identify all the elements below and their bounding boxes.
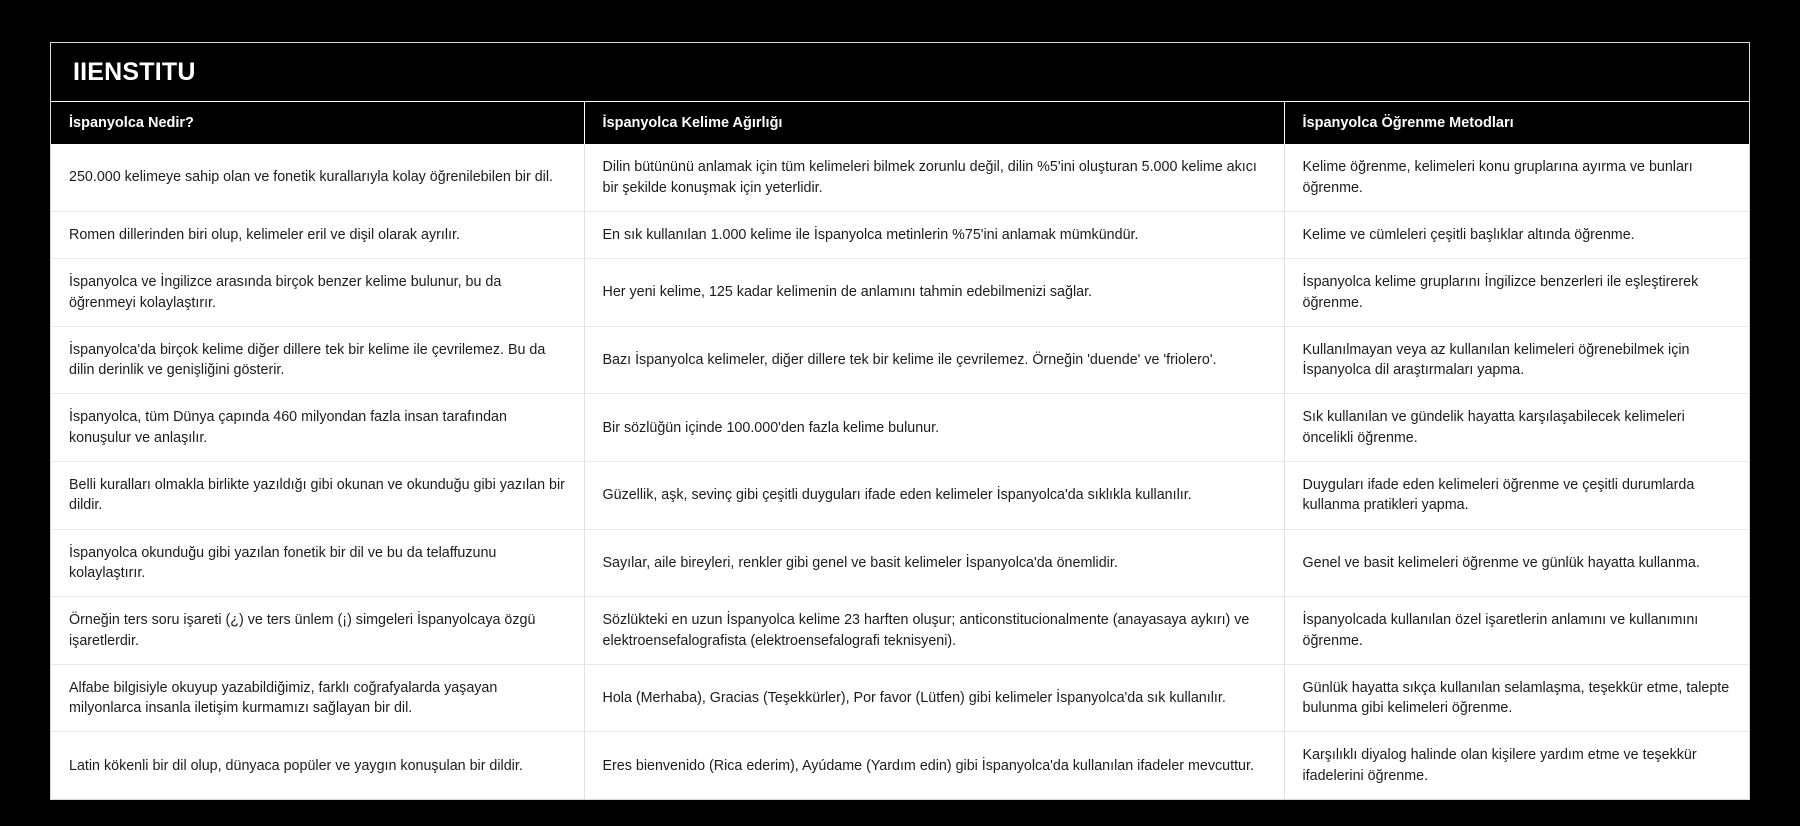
table-cell: Alfabe bilgisiyle okuyup yazabildiğimiz, farklı coğrafyalarda yaşayan milyonlarca insanla iletişim kurmamızı sağlayan bir dil. bbox=[51, 664, 584, 732]
column-header-learning-methods: İspanyolca Öğrenme Metodları bbox=[1284, 102, 1749, 145]
table-row bbox=[51, 394, 1749, 462]
table-cell: Dilin bütününü anlamak için tüm kelimeleri bilmek zorunlu değil, dilin %5'ini oluşturan 5.000 kelime akıcı bir şekilde konuşmak için yeterlidir. bbox=[584, 144, 1284, 211]
table-cell: En sık kullanılan 1.000 kelime ile İspanyolca metinlerin %75'ini anlamak mümkündür. bbox=[584, 211, 1284, 258]
table-cell: Güzellik, aşk, sevinç gibi çeşitli duyguları ifade eden kelimeler İspanyolca'da sıklıkla kullanılır. bbox=[584, 462, 1284, 530]
table-cell: Hola (Merhaba), Gracias (Teşekkürler), Por favor (Lütfen) gibi kelimeler İspanyolca'da sık kullanılır. bbox=[584, 664, 1284, 732]
table-cell: Bazı İspanyolca kelimeler, diğer dillere tek bir kelime ile çevrilemez. Örneğin 'duende' ve 'friolero'. bbox=[584, 326, 1284, 394]
table-cell: İspanyolcada kullanılan özel işaretlerin anlamını ve kullanımını öğrenme. bbox=[1284, 597, 1749, 665]
table-cell: Kelime ve cümleleri çeşitli başlıklar altında öğrenme. bbox=[1284, 211, 1749, 258]
table-row bbox=[51, 597, 1749, 665]
table-cell: Örneğin ters soru işareti (¿) ve ters ünlem (¡) simgeleri İspanyolcaya özgü işaretlerdir. bbox=[51, 597, 584, 665]
table-cell: Kelime öğrenme, kelimeleri konu gruplarına ayırma ve bunları öğrenme. bbox=[1284, 144, 1749, 211]
table-cell: Sık kullanılan ve gündelik hayatta karşılaşabilecek kelimeleri öncelikli öğrenme. bbox=[1284, 394, 1749, 462]
column-header-what-is-spanish: İspanyolca Nedir? bbox=[51, 102, 584, 145]
table-cell: Kullanılmayan veya az kullanılan kelimeleri öğrenebilmek için İspanyolca dil araştırmaları yapma. bbox=[1284, 326, 1749, 394]
infographic-card bbox=[50, 42, 1750, 800]
table-cell: Her yeni kelime, 125 kadar kelimenin de anlamını tahmin edebilmenizi sağlar. bbox=[584, 259, 1284, 327]
table-row bbox=[51, 664, 1749, 732]
table-cell: Sayılar, aile bireyleri, renkler gibi genel ve basit kelimeler İspanyolca'da önemlidir. bbox=[584, 529, 1284, 597]
table-row bbox=[51, 144, 1749, 211]
table-header-row bbox=[51, 102, 1749, 145]
table-row bbox=[51, 326, 1749, 394]
brand-title: IIENSTITU bbox=[73, 58, 196, 86]
table-cell: 250.000 kelimeye sahip olan ve fonetik kurallarıyla kolay öğrenilebilen bir dil. bbox=[51, 144, 584, 211]
table-cell: İspanyolca okunduğu gibi yazılan fonetik bir dil ve bu da telaffuzunu kolaylaştırır. bbox=[51, 529, 584, 597]
table-cell: Belli kuralları olmakla birlikte yazıldığı gibi okunan ve okunduğu gibi yazılan bir dildir. bbox=[51, 462, 584, 530]
table-cell: Günlük hayatta sıkça kullanılan selamlaşma, teşekkür etme, talepte bulunma gibi kelimeleri öğrenme. bbox=[1284, 664, 1749, 732]
table-cell: Duyguları ifade eden kelimeleri öğrenme ve çeşitli durumlarda kullanma pratikleri yapma. bbox=[1284, 462, 1749, 530]
brand-bar bbox=[51, 43, 1749, 102]
table-row bbox=[51, 259, 1749, 327]
table-body bbox=[51, 144, 1749, 799]
table-row bbox=[51, 462, 1749, 530]
table-cell: İspanyolca kelime gruplarını İngilizce benzerleri ile eşleştirerek öğrenme. bbox=[1284, 259, 1749, 327]
table-row bbox=[51, 529, 1749, 597]
table-cell: Bir sözlüğün içinde 100.000'den fazla kelime bulunur. bbox=[584, 394, 1284, 462]
table-cell: İspanyolca ve İngilizce arasında birçok benzer kelime bulunur, bu da öğrenmeyi kolaylaştırır. bbox=[51, 259, 584, 327]
table-cell: Karşılıklı diyalog halinde olan kişilere yardım etme ve teşekkür ifadelerini öğrenme. bbox=[1284, 732, 1749, 799]
table-cell: İspanyolca, tüm Dünya çapında 460 milyondan fazla insan tarafından konuşulur ve anlaşılır. bbox=[51, 394, 584, 462]
column-header-word-weight: İspanyolca Kelime Ağırlığı bbox=[584, 102, 1284, 145]
table-cell: Eres bienvenido (Rica ederim), Ayúdame (Yardım edin) gibi İspanyolca'da kullanılan ifadeler mevcuttur. bbox=[584, 732, 1284, 799]
table-cell: Genel ve basit kelimeleri öğrenme ve günlük hayatta kullanma. bbox=[1284, 529, 1749, 597]
table-row bbox=[51, 732, 1749, 799]
table-cell: Latin kökenli bir dil olup, dünyaca popüler ve yaygın konuşulan bir dildir. bbox=[51, 732, 584, 799]
table-cell: İspanyolca'da birçok kelime diğer dillere tek bir kelime ile çevrilemez. Bu da dilin derinlik ve genişliğini gösterir. bbox=[51, 326, 584, 394]
table-row bbox=[51, 211, 1749, 258]
table-cell: Sözlükteki en uzun İspanyolca kelime 23 harften oluşur; anticonstitucionalmente (anayasaya aykırı) ve elektroensefalografista (elektroensefalografi teknisyeni). bbox=[584, 597, 1284, 665]
table-header bbox=[51, 102, 1749, 145]
table-cell: Romen dillerinden biri olup, kelimeler eril ve dişil olarak ayrılır. bbox=[51, 211, 584, 258]
spanish-language-table bbox=[51, 102, 1749, 799]
